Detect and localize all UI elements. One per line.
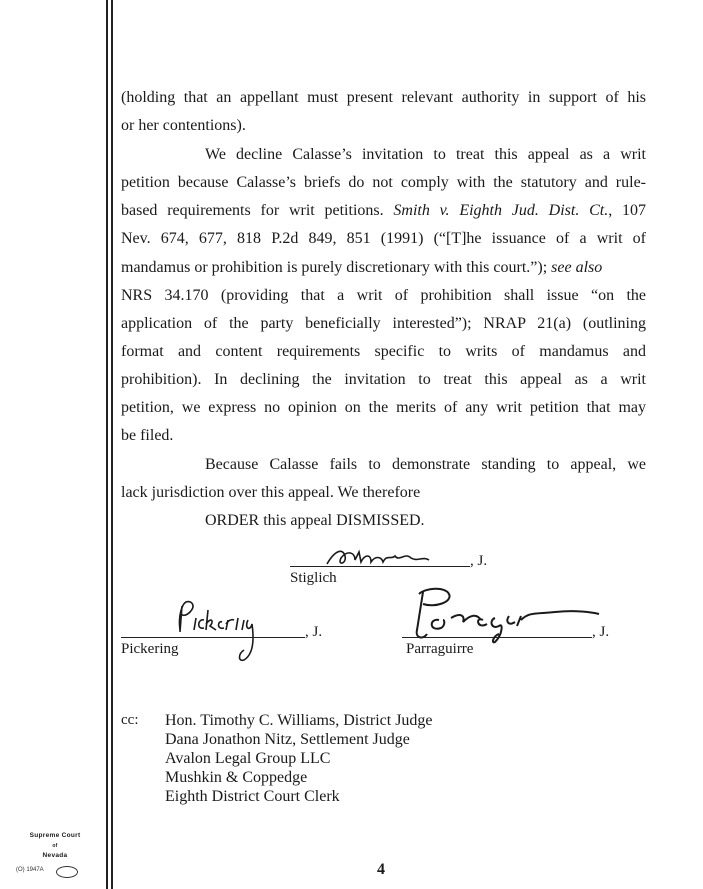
body-line: based requirements for writ petitions. Smith v. Eighth Jud. Dist. Ct., 107 bbox=[121, 202, 647, 219]
body-line: be filed. bbox=[121, 427, 174, 444]
court-caption bbox=[14, 831, 96, 861]
body-line: Because Calasse fails to demonstrate standing to appeal, we bbox=[205, 456, 646, 473]
justice-suffix: , J. bbox=[470, 553, 488, 569]
justice-name: Parraguirre bbox=[406, 641, 474, 657]
justice-suffix: , J. bbox=[592, 624, 610, 640]
order-disposition: ORDER this appeal DISMISSED. bbox=[205, 512, 425, 529]
handwritten-signature-stiglich bbox=[325, 546, 445, 568]
body-line: prohibition). In declining the invitation to treat this appeal as a writ bbox=[121, 371, 646, 388]
body-line: lack jurisdiction over this appeal. We therefore bbox=[121, 484, 421, 501]
signature-rule bbox=[290, 566, 470, 567]
cc-recipient: Hon. Timothy C. Williams, District Judge bbox=[165, 712, 433, 729]
body-line: petition because Calasse’s briefs do not comply with the statutory and rule- bbox=[121, 174, 646, 191]
left-margin-rule bbox=[106, 0, 108, 889]
body-line: application of the party beneficially interested”); NRAP 21(a) (outlining bbox=[121, 315, 646, 332]
case-citation: Smith v. Eighth Jud. Dist. Ct. bbox=[393, 202, 609, 219]
body-line: We decline Calasse’s invitation to treat this appeal as a writ bbox=[205, 146, 646, 163]
body-line: mandamus or prohibition is purely discretionary with this court.”); see also bbox=[121, 259, 603, 276]
body-line: format and content requirements specific to writs of mandamus and bbox=[121, 343, 646, 360]
court-name-line: of bbox=[52, 843, 58, 849]
signature-rule bbox=[121, 637, 305, 638]
court-seal-icon bbox=[56, 866, 78, 878]
justice-name: Pickering bbox=[121, 641, 179, 657]
body-line: NRS 34.170 (providing that a writ of prohibition shall issue “on the bbox=[121, 287, 646, 304]
court-name-line: Supreme Court bbox=[29, 832, 81, 839]
body-line: petition, we express no opinion on the merits of any writ petition that may bbox=[121, 399, 646, 416]
cc-recipient: Eighth District Court Clerk bbox=[165, 788, 340, 805]
cc-label: cc: bbox=[121, 712, 139, 728]
body-line: Nev. 674, 677, 818 P.2d 849, 851 (1991) (“[T]he issuance of a writ of bbox=[121, 230, 646, 247]
signature-rule bbox=[402, 637, 592, 638]
court-name-line: Nevada bbox=[42, 852, 68, 859]
handwritten-signature-pickering bbox=[172, 598, 272, 664]
cc-recipient: Mushkin & Coppedge bbox=[165, 769, 308, 786]
see-also-signal: see also bbox=[551, 259, 603, 276]
justice-name: Stiglich bbox=[290, 570, 337, 586]
handwritten-signature-parraguirre bbox=[405, 586, 601, 648]
cc-recipient: Dana Jonathon Nitz, Settlement Judge bbox=[165, 731, 410, 748]
page-number: 4 bbox=[377, 861, 385, 878]
cc-recipient: Avalon Legal Group LLC bbox=[165, 750, 331, 767]
form-identifier: (O) 1947A bbox=[16, 867, 44, 873]
body-line: or her contentions). bbox=[121, 117, 246, 134]
body-line: (holding that an appellant must present relevant authority in support of his bbox=[121, 89, 646, 106]
justice-suffix: , J. bbox=[305, 624, 323, 640]
left-margin-rule bbox=[111, 0, 113, 889]
